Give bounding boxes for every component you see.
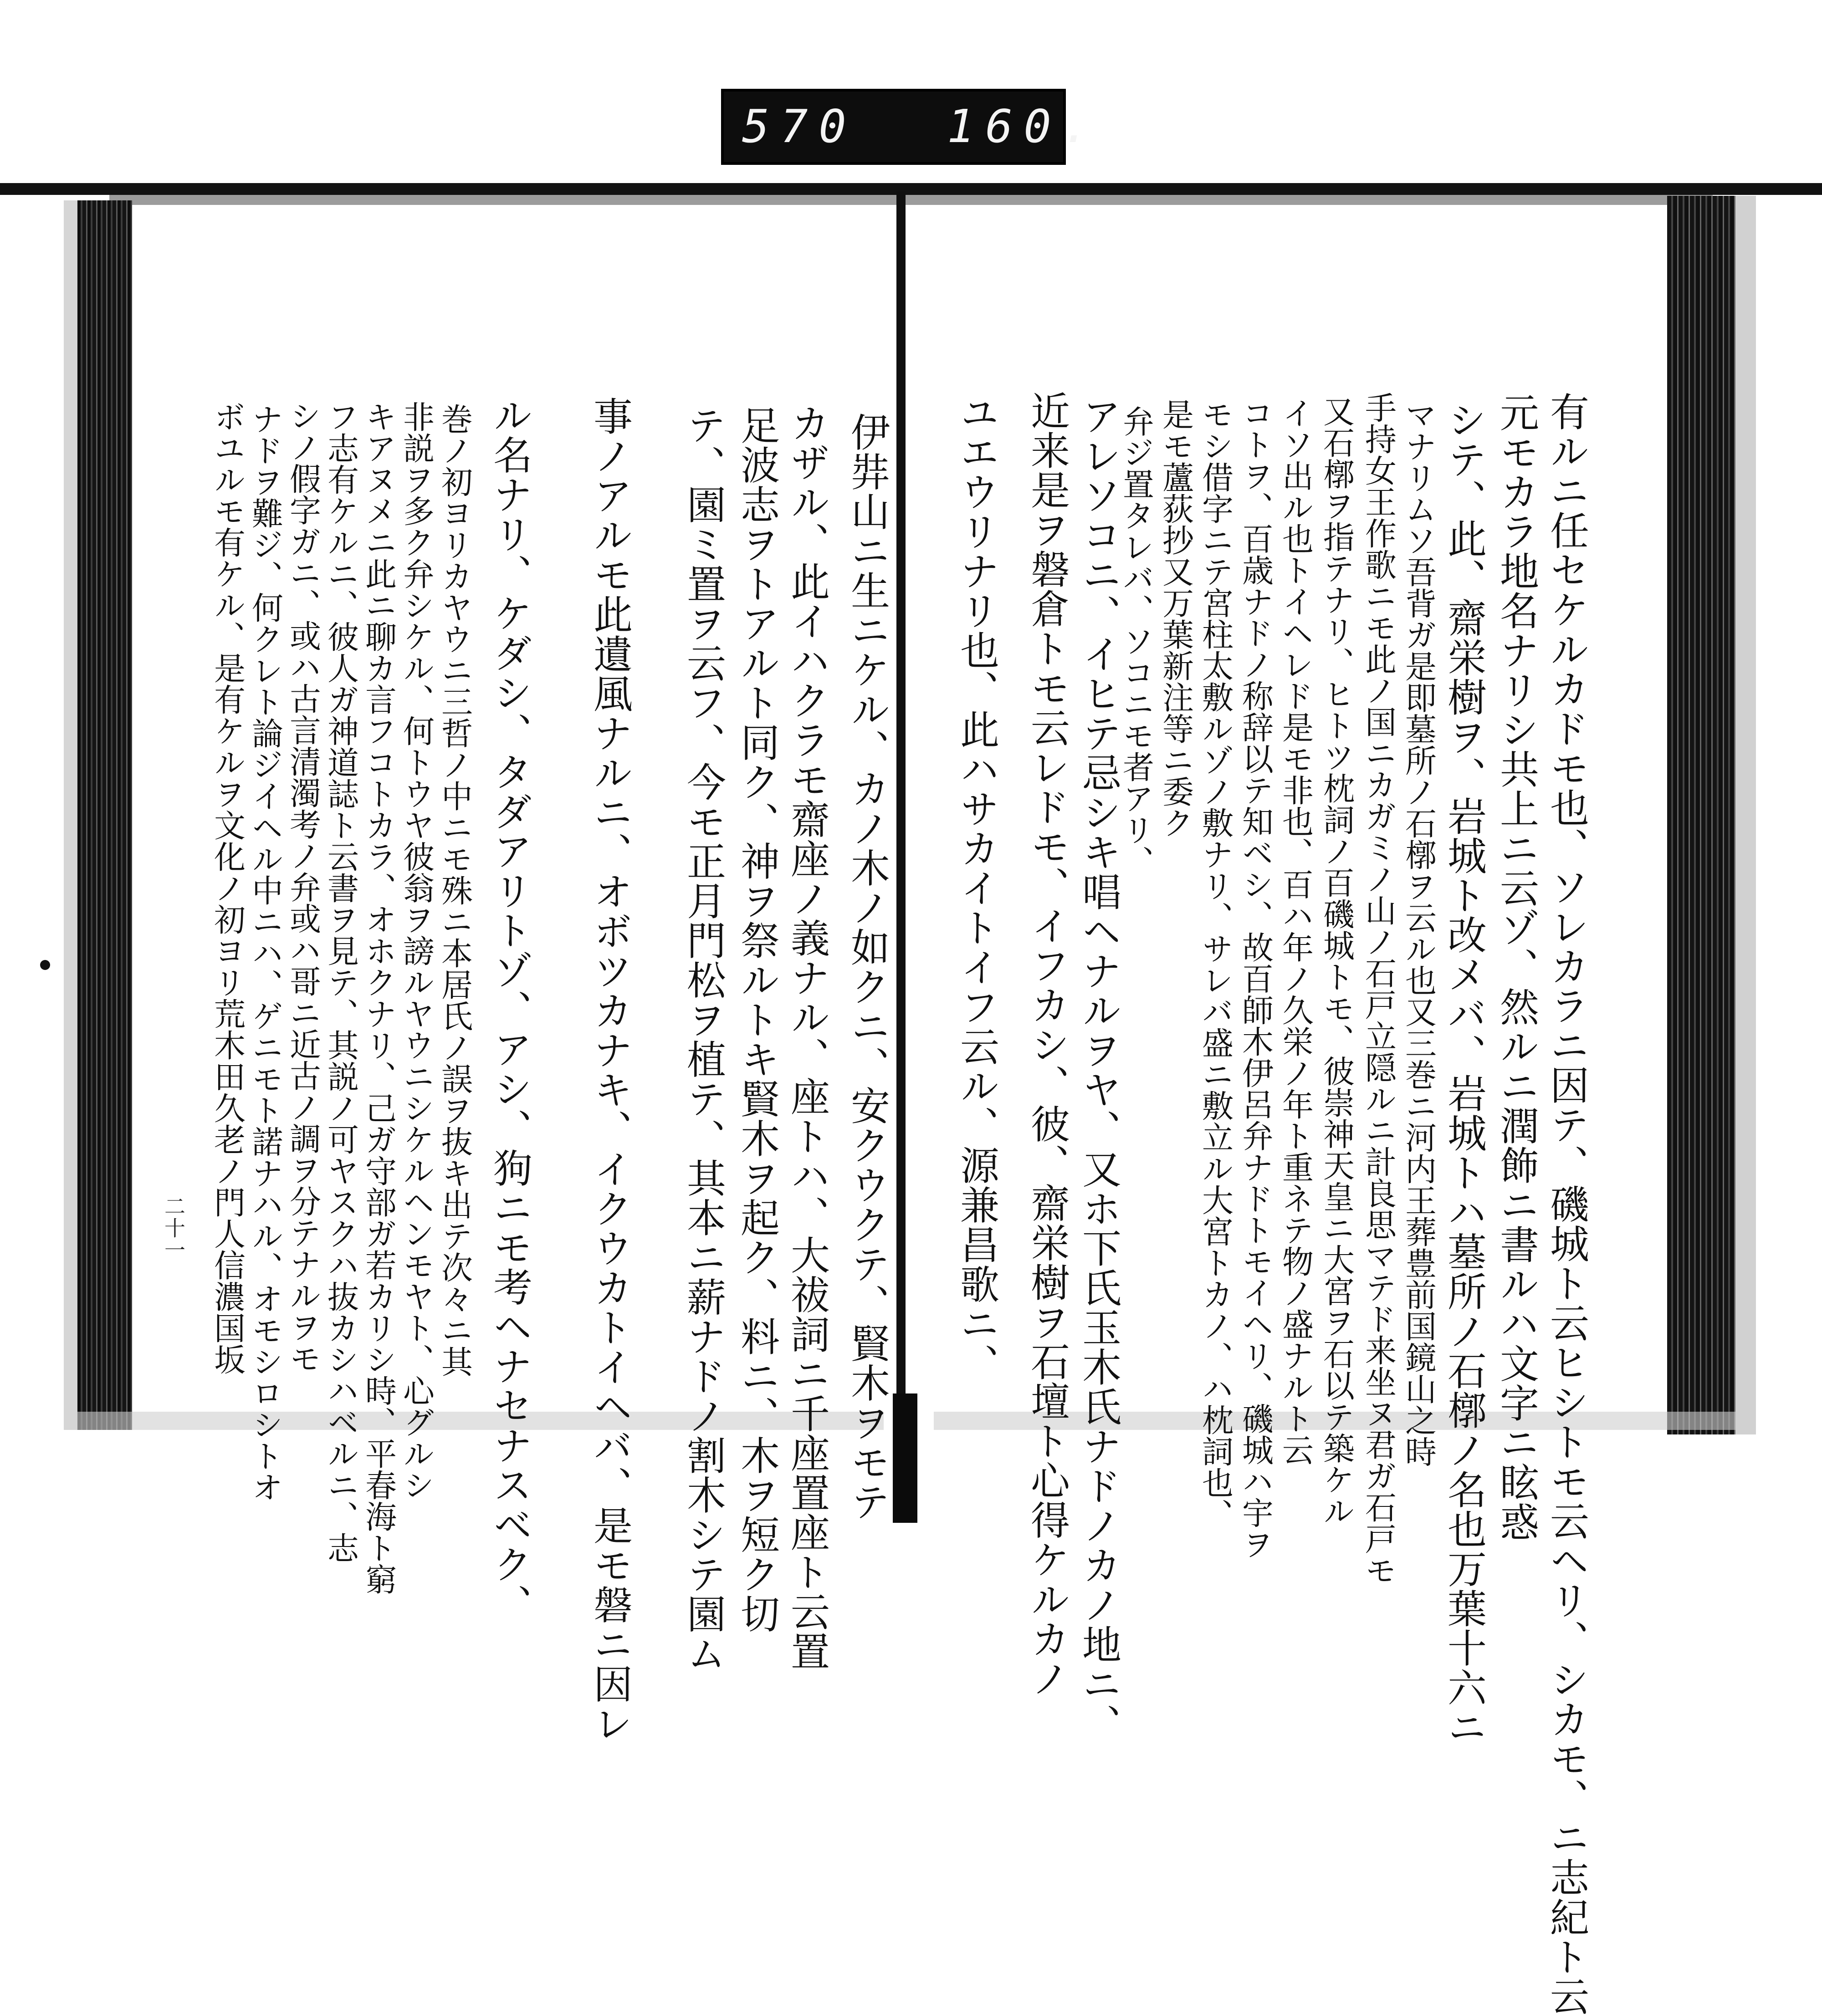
frame-number-left: 570 <box>742 100 857 153</box>
right-page-edges <box>1667 196 1735 1434</box>
right-col-2: 元モカラ地名ナリシ共上ニ云ゾ、然ルニ潤飾ニ書ルハ文字ニ眩惑 <box>1493 393 1539 1541</box>
page-number: 二十一 <box>161 1195 186 1261</box>
right-edge-shadow <box>1735 196 1756 1434</box>
book-top-shadow <box>109 195 1713 205</box>
left-col-1: 伊弉山ニ生ニケル、カノ木ノ如クニ、安クウクテ、賢木ヲモテ <box>844 412 890 1521</box>
left-col-6: ル名ナリ、ケダシ、タダアリトゾ、アシ、狗ニモ考ヘナセナスベク、 <box>486 395 532 1623</box>
right-col-14: ユエウリナリ也、此ハサカイトイフ云ル、源兼昌歌ニ、 <box>953 393 999 1383</box>
right-col-9: モシ借字ニテ宮柱太敷ルゾノ敷ナリ、サレバ盛ニ敷立ル大宮トカノ、ハ枕詞也、 <box>1197 398 1233 1530</box>
right-col-13: 近来是ヲ磐倉トモ云レドモ、イフカシ、彼、齋栄樹ヲ石壇ト心得ケルカノ <box>1024 391 1070 1698</box>
book-top-edge <box>0 183 1822 195</box>
book-gutter <box>896 191 906 1444</box>
left-col-2: カザル、此イハクラモ齋座ノ義ナル、座トハ、大祓詞ニ千座置座ト云置 <box>784 403 829 1671</box>
left-col-3: 足波志ヲトアルト同ク、神ヲ祭ルトキ賢木ヲ起ク、料ニ、木ヲ短ク切 <box>734 405 779 1633</box>
right-col-4: マナリムソ吾背ガ是即墓所ノ石槨ヲ云ル也又三巻ニ河内王葬豊前国鏡山之時 <box>1400 399 1436 1467</box>
right-col-12: アレソコニ、イヒテ忌シキ唱ヘナルヲヤ、又ホ下氏玉木氏ナドノカノ地ニ、 <box>1075 396 1121 1743</box>
left-note-col-7: ナドヲ難ジ、何クレト論ジイヘル中ニハ、ゲニモト諾ナハル、オモシロシトオ <box>246 403 283 1503</box>
left-note-col-3: キアヌメニ此ニ聊カ言フコトカラ、オホクナリ、己ガ守部ガ若カリシ時、平春海ト窮 <box>360 401 396 1595</box>
right-col-11: 弁ジ置タレバ、ソコニモ者アリ、 <box>1117 405 1154 877</box>
ink-speck <box>40 960 50 970</box>
left-col-5: 事ノアルモ此遺風ナルニ、オボツカナキ、イクウカトイヘバ、是モ磐ニ因レ <box>587 396 632 1743</box>
right-col-1: 有ルニ任セケルカドモ也、ソレカラニ因テ、磯城ト云ヒシトモ云ヘリ、シカモ、ニ志紀ト云 <box>1543 392 1589 2016</box>
right-col-10: 是モ蘆荻抄又万葉新注等ニ委ク <box>1157 398 1193 838</box>
right-col-7: イソ出ル也トイヘレド是モ非也、百ハ年ノ久栄ノ年ト重ネテ物ノ盛ナルト云 <box>1277 397 1313 1465</box>
right-col-6: 又石槨ヲ指テナリ、ヒトツ枕詞ノ百磯城トモ、彼崇神天皇ニ大宮ヲ石以テ築ケル <box>1318 395 1354 1526</box>
right-col-5: 手持女王作歌ニモ此ノ国ニカガミノ山ノ石戸立隠ルニ計良思マテド来坐ヌ君ガ石戸モ <box>1360 392 1396 1586</box>
frame-number-label <box>721 89 1100 165</box>
left-page-edges <box>77 200 132 1430</box>
left-note-col-8: ボユルモ有ケル、是有ケルヲ文化ノ初ヨリ荒木田久老ノ門人信濃国坂 <box>209 401 245 1375</box>
left-note-col-1: 巻ノ初ヨリカヤウニ三哲ノ中ニモ殊ニ本居氏ノ誤ヲ抜キ出テ次々ニ其 <box>436 403 472 1377</box>
right-col-3: シテ、此、齋栄樹ヲ、岩城ト改メバ、岩城トハ墓所ノ石槨ノ名也万葉十六ニ <box>1441 400 1486 1747</box>
right-col-8: コトヲ、百歳ナドノ称辞以テ知ベシ、故百師木伊呂弁ナドトモイヘリ、磯城ハ宇ヲ <box>1237 397 1273 1560</box>
frame-number-right: 160. <box>947 100 1100 153</box>
gutter-binding <box>893 1393 917 1523</box>
left-note-col-2: 非説ヲ多ク弁シケル、何トウヤ彼翁ヲ謗ルヤウニシケルヘンモヤト、心グルシ <box>398 401 434 1501</box>
left-note-col-6: シノ假字ガニ、或ハ古言清濁考ノ弁或ハ哥ニ近古ノ調ヲ分テナルヲモ <box>284 400 321 1374</box>
left-note-col-4: フ志有ケルニ、彼人ガ神道誌ト云書ヲ見テ、其説ノ可ヤスクハ抜カシハベルニ、志 <box>322 401 358 1563</box>
left-col-4: テ、園ミ置ヲ云フ、今モ正月門松ヲ植テ、其本ニ薪ナドノ割木シテ園ム <box>680 405 726 1673</box>
